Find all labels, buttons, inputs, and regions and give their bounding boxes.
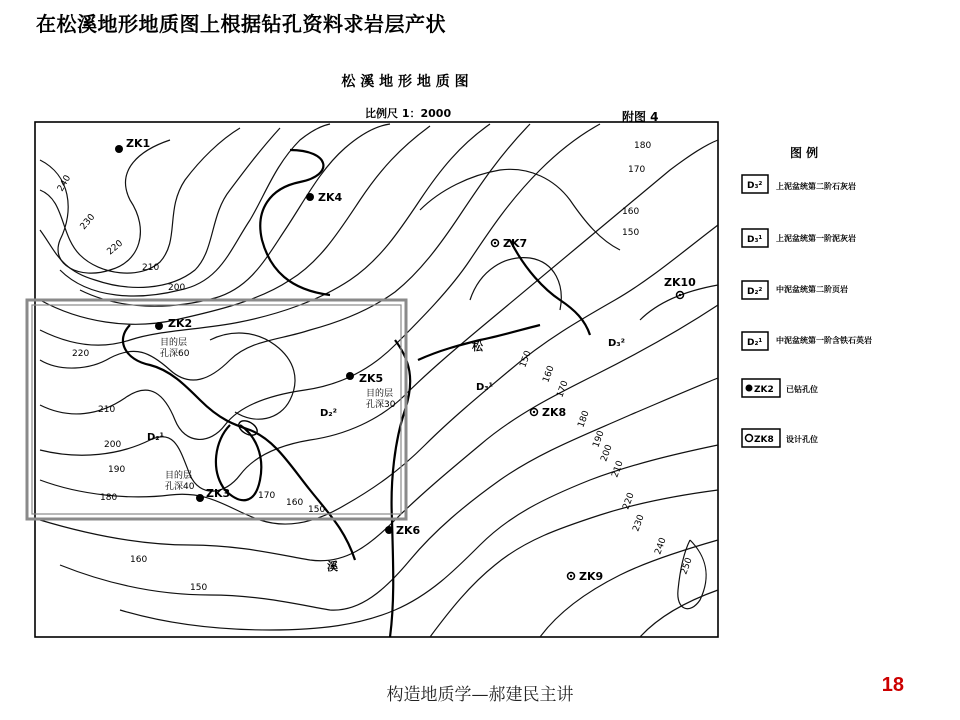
svg-text:孔深30: 孔深30 [366,400,396,410]
svg-text:ZK3: ZK3 [206,487,231,500]
contour-label: 160 [622,207,640,217]
contour-label: 170 [555,379,571,400]
svg-text:ZK9: ZK9 [579,570,604,583]
contour-label: 200 [168,283,186,293]
contour-label: 250 [679,556,695,577]
svg-text:孔深60: 孔深60 [160,349,190,359]
svg-text:目的层: 目的层 [366,389,394,399]
borehole-zk6 [385,524,421,537]
svg-text:已钻孔位: 已钻孔位 [786,385,818,394]
slide-title: 在松溪地形地质图上根据钻孔资料求岩层产状 [36,12,446,36]
svg-text:孔深40: 孔深40 [165,482,195,492]
contour-label: 230 [78,212,98,232]
borehole-zk4 [306,191,343,204]
page-number: 18 [881,674,904,696]
svg-text:D₂²: D₂² [747,287,763,297]
contour-label: 210 [98,405,116,415]
borehole-zk1 [115,137,150,153]
contour-label: 170 [258,491,276,501]
contour-label: 150 [308,505,326,515]
contour-label: 230 [631,513,647,534]
contour-label: 240 [55,173,74,194]
legend-item-d2-1 [742,332,872,350]
contour-label: 240 [653,536,669,557]
svg-text:ZK6: ZK6 [396,524,421,537]
contour-labels [56,141,695,593]
borehole-zk10 [664,276,696,299]
contour-label: 160 [541,364,557,385]
contour-label: 170 [628,165,646,175]
svg-text:D₃¹: D₃¹ [747,235,763,245]
svg-text:目的层: 目的层 [160,338,188,348]
contour-label: 180 [634,141,652,151]
borehole-zk2 [155,317,192,359]
footer-text: 构造地质学—郝建民主讲 [386,685,574,705]
unit-label: D₃¹ [476,382,494,393]
svg-text:ZK8: ZK8 [542,406,567,419]
contour-label: 150 [190,583,208,593]
svg-text:ZK2: ZK2 [168,317,193,330]
place-label-song: 松 [472,340,483,353]
place-label-xi: 溪 [327,560,338,573]
svg-text:上泥盆统第一阶泥灰岩: 上泥盆统第一阶泥灰岩 [776,234,856,243]
legend-item-d2-2 [742,281,848,299]
legend [742,145,872,447]
contour-label: 180 [576,409,592,430]
contour-label: 220 [72,349,90,359]
borehole-zk8 [531,406,567,419]
svg-text:上泥盆统第二阶石灰岩: 上泥盆统第二阶石灰岩 [776,182,856,191]
borehole-zk5 [346,372,396,410]
contour-label: 160 [130,555,148,565]
unit-label: D₂² [320,408,338,419]
svg-text:目的层: 目的层 [165,471,193,481]
svg-text:ZK2: ZK2 [754,385,774,395]
contour-label: 190 [108,465,126,475]
borehole-zk9 [568,570,604,583]
map-title: 松 溪 地 形 地 质 图 [341,74,469,90]
borehole-zk7 [492,237,528,250]
svg-text:设计孔位: 设计孔位 [786,435,818,444]
legend-item-d3-2 [742,175,856,193]
legend-item-d3-1 [742,229,856,247]
contour-label: 210 [142,263,160,273]
legend-item-planned [742,429,818,447]
geologic-boundaries [123,150,590,637]
map-scale: 比例尺 1：2000 [365,107,452,120]
legend-item-drilled [742,379,818,397]
svg-text:ZK10: ZK10 [664,276,696,289]
svg-text:ZK7: ZK7 [503,237,528,250]
svg-text:中泥盆统第一阶含铁石英岩: 中泥盆统第一阶含铁石英岩 [776,336,872,345]
legend-title: 图 例 [790,146,819,160]
contour-label: 200 [104,440,122,450]
map-attachment: 附图 4 [622,110,659,124]
contour-label: 190 [591,429,607,450]
unit-label: D₂¹ [147,432,165,443]
svg-text:中泥盆统第二阶页岩: 中泥盆统第二阶页岩 [776,285,848,294]
contour-label: 220 [621,491,637,512]
svg-text:ZK8: ZK8 [754,435,774,445]
svg-text:ZK5: ZK5 [359,372,384,385]
contour-label: 180 [100,493,118,503]
contour-label: 220 [105,238,126,258]
contour-label: 160 [286,498,304,508]
svg-text:D₂¹: D₂¹ [747,338,763,348]
contour-label: 150 [622,228,640,238]
svg-text:ZK1: ZK1 [126,137,151,150]
contour-label: 200 [599,443,615,464]
contour-label: 210 [610,459,626,480]
unit-label: D₃² [608,338,626,349]
svg-text:D₃²: D₃² [747,181,763,191]
svg-text:ZK4: ZK4 [318,191,343,204]
contour-label: 150 [518,349,534,370]
